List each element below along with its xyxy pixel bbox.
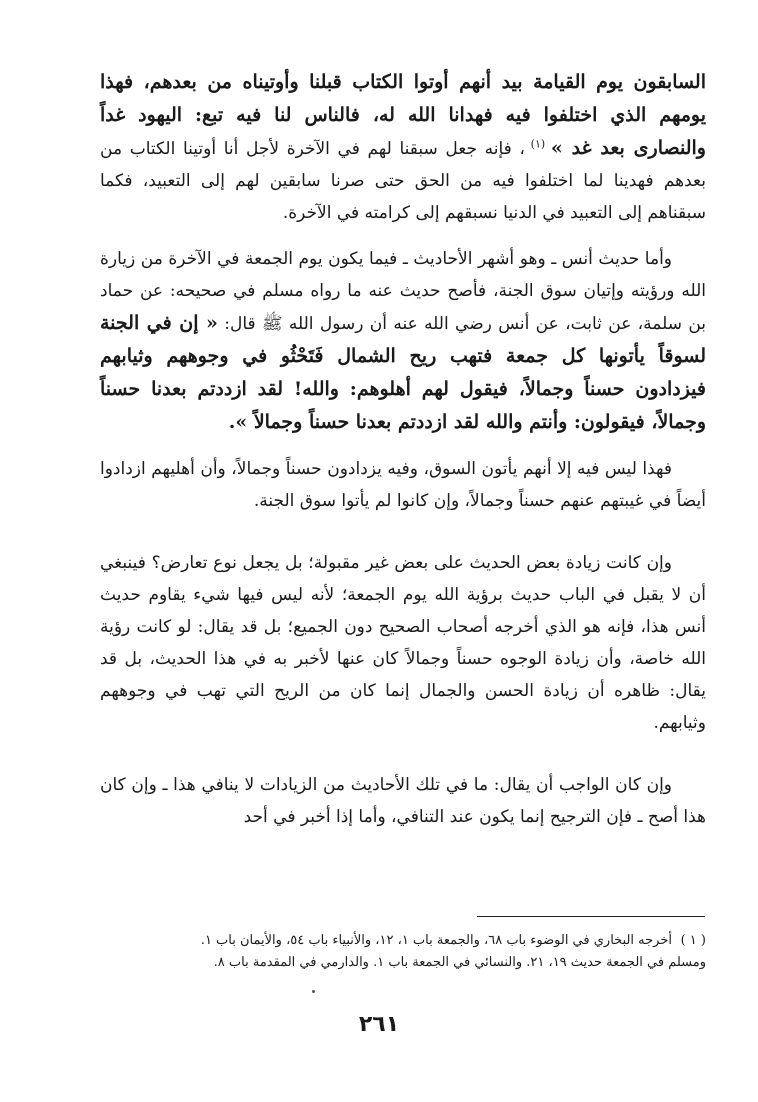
commentary-text: وإن كانت زيادة بعض الحديث على بعض غير مقبولة؛ بل يجعل نوع تعارض؟ فينبغي أن لا يقبل في الباب حديث برؤية الله يوم الجمعة؛ لأنه ليس فيها شيء يقاوم حديث أنس هذا، فإنه هو الذي أخرجه أصحاب الصحيح دون الجميع؛ بل قد يقال: لو كانت رؤية الله خاصة، وأن زيادة الوجوه حسناً وجمالاً كان عنها لأخبر به في هذا الحديث، بل قد يقال: ظاهره أن زيادة الحسن والجمال إنما كان من الريح التي تهب في وجوههم وثيابهم. (100, 553, 706, 733)
footnote-divider (477, 916, 705, 917)
commentary-text: فهذا ليس فيه إلا أنهم يأتون السوق، وفيه يزدادون حسناً وجمالاً، وأن أهليهم ازدادوا أيضاً في غيبتهم عنهم حسناً وجمالاً، وإن كانوا لم يأتوا سوق الجنة. (100, 459, 706, 511)
paragraph-5 (100, 769, 706, 833)
footnote-line (120, 930, 706, 952)
footnote-block (120, 930, 706, 974)
paragraph-4 (100, 547, 706, 739)
commentary-text: ، فإنه جعل سبقنا لهم في الآخرة لأجل أنا أوتينا الكتاب من بعدهم فهدينا لما اختلفوا فيه من الحق حتى صرنا سابقين لهم إلى التعبيد، فكما سبقناهم إلى التعبيد في الدنيا نسبقهم إلى كرامته في الآخرة. (100, 139, 706, 223)
footnote-text: ومسلم في الجمعة حديث ١٩، ٢١. والنسائي في الجمعة باب ١. والدارمي في المقدمة باب ٨. (213, 955, 706, 970)
paragraph-2 (100, 243, 706, 439)
main-text (100, 66, 706, 833)
paragraph-3 (100, 453, 706, 517)
page-number: ٢٦١ (358, 1012, 400, 1037)
commentary-text: وأما حديث أنس ـ وهو أشهر الأحاديث ـ فيما يكون يوم الجمعة في الآخرة من زيارة الله ورؤيته وإتيان سوق الجنة، فأصح حديث عنه ما رواه مسلم في صحيحه: عن حماد بن سلمة، عن ثابت، عن أنس رضي الله عنه أن رسول الله ﷺ قال: (100, 249, 706, 334)
commentary-text: وإن كان الواجب أن يقال: ما في تلك الأحاديث من الزيادات لا ينافي هذا ـ وإن كان هذا أصح ـ فإن الترجيح إنما يكون عند التنافي، وأما إذا أخبر في أحد (100, 775, 706, 827)
hadith-text: « إن في الجنة لسوقاً يأتونها كل جمعة فتهب ريح الشمال فَتَحْثُو في وجوههم وثيابهم فيزدادون حسناً وجمالاً، فيقول لهم أهلوهم: والله! لقد ازددتم بعدنا حسناً وجمالاً، فيقولون: وأنتم والله لقد ازددتم بعدنا حسناً وجمالاً ». (100, 312, 706, 433)
footnote-number: ( ١ ) (680, 933, 706, 948)
footnote-reference: (١) (524, 137, 551, 151)
paragraph-1 (100, 66, 706, 229)
footnote-line (120, 952, 706, 974)
footnote-text: أخرجه البخاري في الوضوء باب ٦٨، والجمعة باب ١، ١٢، والأنبياء باب ٥٤، والأيمان باب ١. (200, 933, 672, 948)
hadith-text: السابقون يوم القيامة بيد أنهم أوتوا الكتاب قبلنا وأوتيناه من بعدهم، فهذا يومهم الذي اختلفوا فيه فهدانا الله له، فالناس لنا فيه تبع: اليهود غداً والنصارى بعد غد » (100, 71, 706, 159)
printing-dot (312, 990, 315, 993)
